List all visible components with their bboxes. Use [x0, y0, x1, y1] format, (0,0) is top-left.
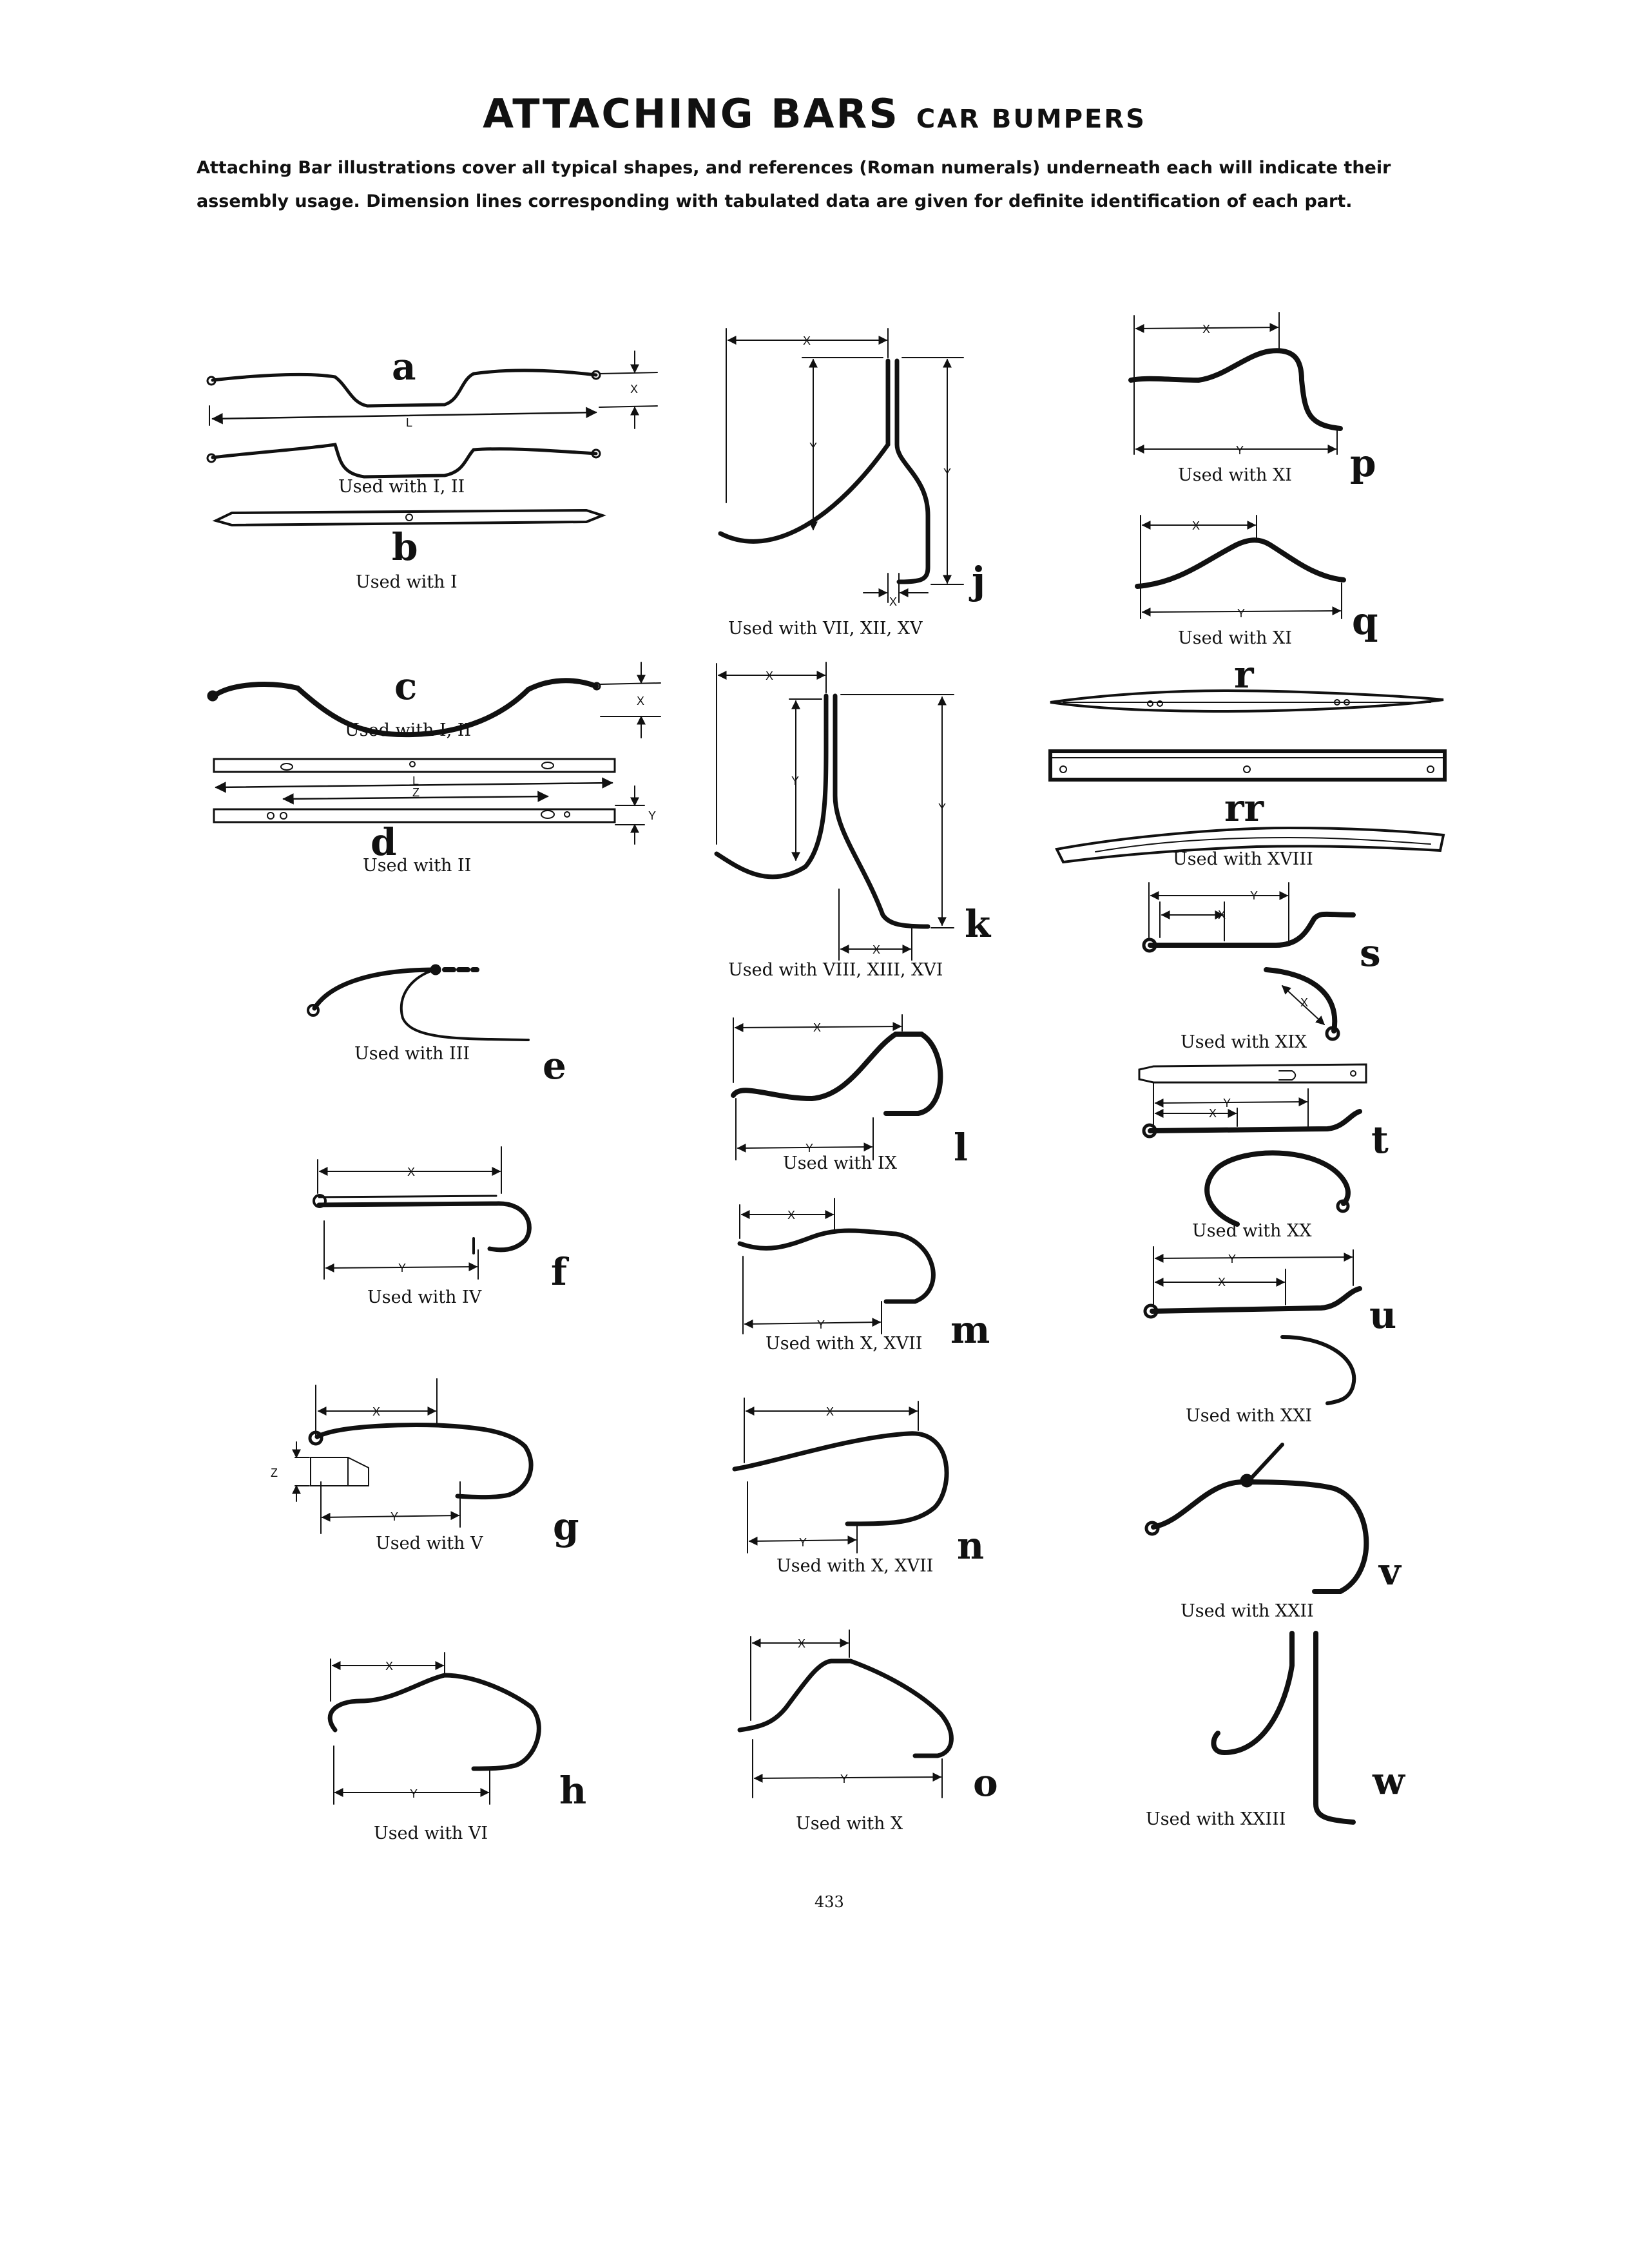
letter-c: c: [394, 664, 418, 708]
caption-w: Used with XXIII: [1146, 1809, 1286, 1829]
caption-t: Used with XX: [1192, 1221, 1312, 1241]
title-main: ATTACHING BARS: [483, 90, 900, 137]
bar-n-drawing: [735, 1398, 947, 1553]
caption-k: Used with VIII, XIII, XVI: [728, 960, 943, 980]
bar-s-drawing: [1144, 883, 1353, 1039]
bar-q-dim-y: Y: [1237, 607, 1246, 620]
bar-g-dim-z: Z: [271, 1466, 278, 1479]
caption-h: Used with VI: [374, 1823, 488, 1843]
caption-d: Used with II: [363, 856, 472, 876]
bar-v-drawing: [1146, 1445, 1366, 1591]
bar-l-dim-x: X: [813, 1021, 822, 1034]
letter-rr: rr: [1224, 786, 1264, 830]
bar-t-drawing: [1139, 1064, 1366, 1224]
caption-q: Used with XI: [1178, 628, 1292, 648]
bar-s-dim-y: Y: [1250, 889, 1258, 902]
intro-paragraph: Attaching Bar illustrations cover all typical shapes, and references (Roman numerals) underneath each will indicate their assembly usage. Dimension lines corresponding with tabulated data are given for definite identification of each part.: [197, 158, 1391, 211]
caption-l: Used with IX: [783, 1153, 897, 1173]
caption-j: Used with VII, XII, XV: [728, 619, 923, 639]
bar-t-dim-x: X: [1209, 1107, 1217, 1120]
bar-k-dim-y1: Y: [791, 774, 800, 787]
bar-a-dim-x: X: [630, 383, 639, 396]
bar-s-dim-x2: X: [1300, 996, 1309, 1009]
bar-j-dim-x: X: [803, 334, 811, 347]
bar-t-dim-y: Y: [1223, 1097, 1231, 1110]
letter-h: h: [559, 1769, 587, 1812]
bar-l-dim-y: Y: [805, 1142, 814, 1155]
caption-f: Used with IV: [367, 1287, 482, 1307]
bar-p-dim-x: X: [1202, 323, 1211, 336]
caption-n: Used with X, XVII: [776, 1556, 934, 1576]
bar-j-dim-x2: X: [889, 595, 898, 608]
bar-w-drawing: [1213, 1633, 1353, 1822]
bar-d-drawing: [214, 759, 644, 844]
caption-o: Used with X: [796, 1814, 903, 1834]
bar-j-dim-y2: Y: [943, 466, 952, 479]
bar-r-drawing: [1050, 691, 1445, 862]
bar-j-dim-y1: Y: [809, 441, 818, 454]
letter-s: s: [1360, 931, 1381, 975]
bar-b-drawing: [216, 510, 602, 525]
page-number: 433: [815, 1893, 844, 1911]
caption-s: Used with XIX: [1181, 1032, 1307, 1052]
letter-u: u: [1369, 1293, 1397, 1337]
bar-m-dim-x: X: [787, 1209, 796, 1222]
letter-r: r: [1234, 653, 1254, 697]
bar-s-dim-x: X: [1218, 908, 1226, 921]
bar-g-drawing: [295, 1379, 531, 1533]
caption-u: Used with XXI: [1186, 1406, 1313, 1426]
caption-m: Used with X, XVII: [766, 1334, 923, 1354]
caption-e: Used with III: [354, 1044, 470, 1064]
caption-a: Used with I, II: [338, 477, 465, 497]
bar-n-dim-x: X: [826, 1405, 834, 1418]
caption-c: Used with I, II: [345, 720, 472, 740]
bar-j-drawing: [720, 329, 963, 602]
letter-k: k: [965, 902, 991, 946]
bar-d-dim-l: L: [412, 774, 419, 787]
letter-b: b: [392, 525, 418, 569]
letter-g: g: [553, 1504, 579, 1548]
bar-c-dim-x: X: [637, 695, 645, 707]
letter-e: e: [543, 1044, 566, 1088]
bar-u-drawing: [1145, 1247, 1360, 1403]
bar-a-drawing: [207, 351, 657, 477]
bar-h-dim-y: Y: [410, 1787, 418, 1800]
bar-u-dim-y: Y: [1228, 1253, 1237, 1265]
bar-m-drawing: [740, 1198, 933, 1334]
letter-j: j: [972, 559, 985, 602]
bar-p-drawing: [1131, 312, 1340, 454]
letter-p: p: [1350, 441, 1376, 485]
caption-b: Used with I: [356, 572, 458, 592]
bar-g-dim-x: X: [372, 1405, 381, 1418]
bar-o-dim-x: X: [798, 1637, 806, 1650]
letter-n: n: [957, 1524, 985, 1568]
bar-p-dim-y: Y: [1236, 444, 1244, 457]
bar-g-dim-y: Y: [390, 1510, 399, 1523]
bar-m-dim-y: Y: [817, 1318, 825, 1331]
caption-v: Used with XXII: [1181, 1601, 1314, 1621]
bar-u-dim-x: X: [1218, 1276, 1226, 1289]
bar-n-dim-y: Y: [799, 1536, 807, 1549]
bar-f-dim-y: Y: [398, 1262, 407, 1274]
caption-g: Used with V: [376, 1533, 483, 1553]
bar-q-dim-x: X: [1192, 519, 1200, 532]
caption-p: Used with XI: [1178, 465, 1292, 485]
caption-rr: Used with XVIII: [1173, 849, 1313, 869]
bar-k-dim-x: X: [766, 669, 774, 682]
bar-f-drawing: [314, 1147, 529, 1279]
bar-l-drawing: [733, 1015, 940, 1160]
bar-d-dim-z: Z: [412, 786, 419, 799]
letter-f: f: [551, 1250, 567, 1294]
bar-k-dim-y2: Y: [938, 802, 947, 814]
bar-o-dim-y: Y: [840, 1773, 849, 1785]
letter-m: m: [950, 1308, 990, 1352]
letter-w: w: [1373, 1759, 1405, 1803]
bar-e-drawing: [308, 965, 528, 1040]
bar-k-dim-x2: X: [872, 943, 881, 956]
letter-t: t: [1371, 1118, 1389, 1162]
bar-k-drawing: [717, 662, 954, 960]
bar-h-dim-x: X: [385, 1660, 394, 1673]
letter-v: v: [1379, 1550, 1401, 1593]
letter-o: o: [973, 1761, 998, 1805]
letter-a: a: [392, 345, 416, 389]
bar-a-dim-l: L: [406, 416, 413, 429]
title-sub: CAR BUMPERS: [916, 104, 1146, 134]
bar-h-drawing: [330, 1653, 539, 1804]
letter-d: d: [371, 820, 397, 864]
bar-q-drawing: [1137, 515, 1344, 619]
bar-d-dim-y: Y: [648, 809, 657, 822]
bar-f-dim-x: X: [407, 1166, 416, 1178]
letter-l: l: [954, 1126, 969, 1169]
letter-q: q: [1352, 599, 1378, 643]
